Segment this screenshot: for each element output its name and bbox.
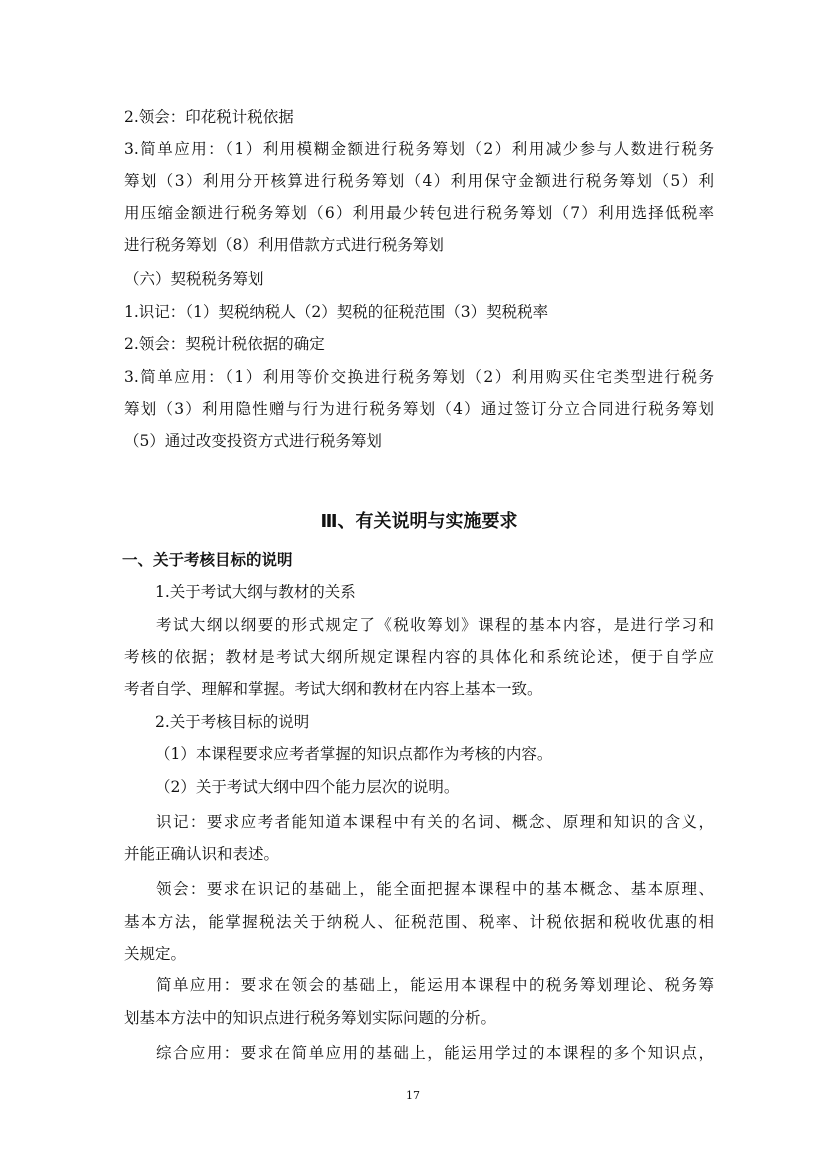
list-item: （2）关于考试大纲中四个能力层次的说明。: [155, 778, 460, 796]
paragraph-line: 领会：要求在识记的基础上，能全面把握本课程中的基本概念、基本原理、: [156, 880, 714, 898]
paragraph-line: 考核的依据；教材是考试大纲所规定课程内容的具体化和系统论述，便于自学应: [124, 648, 714, 666]
subheading: 一、关于考核目标的说明: [122, 551, 293, 569]
paragraph-line: 基本方法，能掌握税法关于纳税人、征税范围、税率、计税依据和税收优惠的相: [124, 913, 714, 931]
text-line: 3.简单应用：（1）利用等价交换进行税务筹划（2）利用购买住宅类型进行税务: [124, 368, 714, 386]
text-line: 筹划（3）利用隐性赠与行为进行税务筹划（4）通过签订分立合同进行税务筹划: [124, 400, 714, 418]
paragraph-line: 关规定。: [124, 945, 187, 963]
text-line: 筹划（3）利用分开核算进行税务筹划（4）利用保守金额进行税务筹划（5）利: [124, 172, 714, 190]
text-line: 3.简单应用：（1）利用模糊金额进行税务筹划（2）利用减少参与人数进行税务: [124, 140, 714, 158]
paragraph-line: 考者自学、理解和掌握。考试大纲和教材在内容上基本一致。: [124, 680, 543, 698]
text-line: 1.识记：（1）契税纳税人（2）契税的征税范围（3）契税税率: [124, 303, 549, 321]
section-title: Ⅲ、有关说明与实施要求: [320, 511, 518, 532]
text-line: 2.领会：印花税计税依据: [124, 108, 294, 126]
page-number: 17: [406, 1089, 420, 1102]
paragraph-line: 识记：要求应考者能知道本课程中有关的名词、概念、原理和知识的含义，: [156, 813, 714, 831]
paragraph-line: 并能正确认识和表述。: [124, 845, 280, 863]
paragraph-line: 简单应用：要求在领会的基础上，能运用本课程中的税务筹划理论、税务筹: [156, 976, 714, 994]
text-line: 用压缩金额进行税务筹划（6）利用最少转包进行税务筹划（7）利用选择低税率: [124, 204, 714, 222]
subsection-heading: （六）契税税务筹划: [124, 270, 264, 288]
text-line: 进行税务筹划（8）利用借款方式进行税务筹划: [124, 236, 444, 254]
numbered-heading: 2.关于考核目标的说明: [155, 713, 310, 731]
numbered-heading: 1.关于考试大纲与教材的关系: [155, 583, 356, 601]
paragraph-line: 考试大纲以纲要的形式规定了《税收筹划》课程的基本内容，是进行学习和: [156, 616, 714, 634]
list-item: （1）本课程要求应考者掌握的知识点都作为考核的内容。: [155, 745, 553, 763]
text-line: （5）通过改变投资方式进行税务筹划: [124, 432, 382, 450]
paragraph-line: 综合应用：要求在简单应用的基础上，能运用学过的本课程的多个知识点，: [156, 1044, 714, 1062]
text-line: 2.领会：契税计税依据的确定: [124, 335, 325, 353]
paragraph-line: 划基本方法中的知识点进行税务筹划实际问题的分析。: [124, 1009, 497, 1027]
